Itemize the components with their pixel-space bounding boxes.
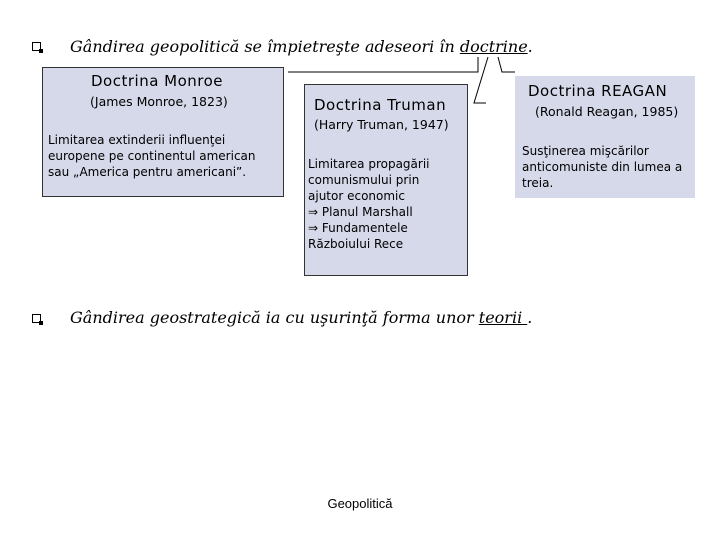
truman-line: comunismului prin — [308, 173, 420, 187]
truman-line: ⇒ Planul Marshall — [308, 205, 413, 219]
heading-geostrategy-text: Gândirea geostrategică ia cu uşurinţă forma unor — [70, 308, 479, 327]
bullet-square-icon — [32, 314, 41, 323]
truman-line: Limitarea propagării — [308, 157, 430, 171]
heading-geostrategy — [70, 308, 532, 327]
reagan-description: Susţinerea mişcărilor anticomuniste din lumea a treia. — [522, 144, 683, 190]
theories-link: teorii — [478, 308, 528, 327]
reagan-subtitle: (Ronald Reagan, 1985) — [535, 104, 679, 119]
doctrine-link: doctrine — [459, 37, 528, 56]
heading-doctrine-text: Gândirea geopolitică se împietreşte adeseori în — [70, 37, 460, 56]
truman-line: ⇒ Fundamentele — [308, 221, 408, 235]
heading-doctrine-tail: . — [527, 37, 533, 56]
truman-subtitle: (Harry Truman, 1947) — [314, 117, 449, 132]
truman-line: ajutor economic — [308, 189, 405, 203]
monroe-subtitle: (James Monroe, 1823) — [90, 94, 228, 109]
heading-geostrategy-tail: . — [527, 308, 533, 327]
monroe-title: Doctrina Monroe — [91, 72, 224, 90]
monroe-description: Limitarea extinderii influenţei europene pe continentul american sau „America pentru americani”. — [48, 133, 256, 179]
truman-line: Războiului Rece — [308, 237, 404, 251]
truman-title: Doctrina Truman — [314, 96, 447, 114]
slide-footer: Geopolitică — [327, 496, 393, 511]
reagan-title: Doctrina REAGAN — [528, 82, 668, 100]
truman-description — [308, 156, 468, 252]
